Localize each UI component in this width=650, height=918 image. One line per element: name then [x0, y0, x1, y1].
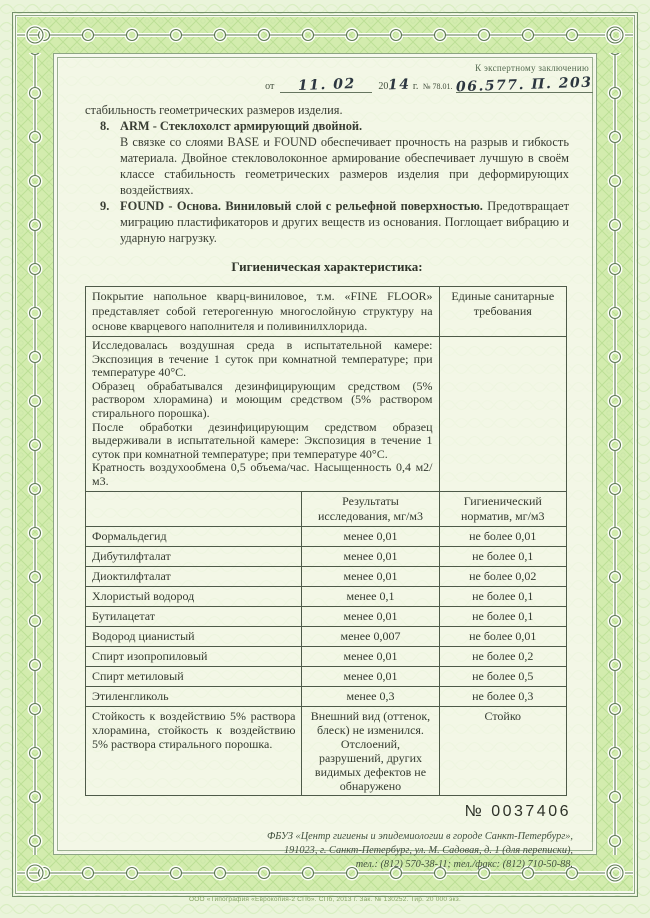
expert-conclusion-note: К экспертному заключению [475, 63, 589, 73]
substance-row [86, 546, 567, 566]
cell-norm: не более 0,01 [439, 626, 566, 646]
cell-substance: Спирт изопропиловый [86, 646, 302, 666]
method-paragraph: Исследовалась воздушная среда в испытательной камере: Экспозиция в течение 1 суток при комнатной температуре; при температуре 40°С. [92, 338, 433, 380]
cell-substance: Дибутилфталат [86, 546, 302, 566]
substance-row [86, 566, 567, 586]
cell-norm: не более 0,1 [439, 546, 566, 566]
issuer-footer [59, 830, 573, 872]
cell-norm: не более 0,1 [439, 586, 566, 606]
cell-norm: не более 0,01 [439, 526, 566, 546]
cell-substance: Формальдегид [86, 526, 302, 546]
handwritten-number: 06.577. П. 203 [456, 74, 594, 96]
list-number: 8. [100, 119, 110, 133]
printer-imprint: ООО «Типография «Еврокопия-2 СПб». СПб, 2013 г. Зак. № 130252. Тир. 20 000 экз. [189, 896, 461, 903]
substance-row [86, 586, 567, 606]
cell-result: менее 0,01 [302, 666, 439, 686]
table-header-row [86, 491, 567, 526]
cell-result: менее 0,01 [302, 526, 439, 546]
appearance-cell: Внешний вид (оттенок, блеск) не изменился. Отслоений, разрушений, других видимых дефектов не обнаружено [302, 706, 439, 795]
cell-substance: Диоктилфталат [86, 566, 302, 586]
requirements-cell: Единые санитарные требования [439, 287, 566, 337]
continuation-line: стабильность геометрических размеров изделия. [85, 103, 343, 117]
substance-row [86, 686, 567, 706]
date-underline [280, 75, 372, 95]
list-item-8 [85, 118, 569, 198]
description-text [85, 102, 569, 246]
date-number-line [59, 74, 594, 96]
document-content [59, 59, 595, 870]
cell-result: менее 0,01 [302, 606, 439, 626]
cell-result: менее 0,1 [302, 586, 439, 606]
cell-result: менее 0,01 [302, 546, 439, 566]
cell-substance: Спирт метиловый [86, 666, 302, 686]
layer-title: ARM - Стеклохолст армирующий двойной. [120, 119, 363, 133]
results-column-header: Результаты исследования, мг/м3 [302, 491, 439, 526]
cell-result: менее 0,3 [302, 686, 439, 706]
cell-substance: Водород цианистый [86, 626, 302, 646]
substance-row [86, 626, 567, 646]
cell-norm: не более 0,02 [439, 566, 566, 586]
cell-result: менее 0,01 [302, 566, 439, 586]
list-number: 9. [100, 199, 110, 213]
cell-substance: Бутилацетат [86, 606, 302, 626]
verdict-cell: Стойко [439, 706, 566, 795]
method-paragraph: Кратность воздухообмена 0,5 объема/час. Насыщенность 0,4 м2/м3. [92, 460, 433, 488]
empty-header-cell [86, 491, 302, 526]
serial-number: № 0037406 [464, 802, 571, 820]
footer-line: ФБУЗ «Центр гигиены и эпидемиологии в городе Санкт-Петербург», [267, 830, 573, 842]
date-prefix-label: от [265, 81, 275, 92]
list-item-9 [85, 198, 569, 246]
section-title: Гигиеническая характеристика: [231, 259, 423, 274]
method-cell [86, 337, 440, 492]
cell-substance: Этиленгликоль [86, 686, 302, 706]
substance-row [86, 606, 567, 626]
resistance-cell: Стойкость к воздействию 5% раствора хлорамина, стойкость к воздействию 5% раствора стирального порошка. [86, 706, 302, 795]
cell-result: менее 0,007 [302, 626, 439, 646]
handwritten-year: 14 [388, 76, 412, 94]
footer-line: тел.: (812) 570-38-11; тел./факс: (812) 710-50-88. [355, 858, 573, 870]
method-paragraph: Образец обрабатывался дезинфицирующим средством (5% раствором хлорамина) и моющим средством (5% раствором стирального порошка). [92, 378, 433, 420]
handwritten-date: 11. 02 [297, 75, 356, 95]
list-text [120, 198, 569, 246]
hygiene-table [85, 286, 567, 796]
cell-substance: Хлористый водород [86, 586, 302, 606]
cell-norm: не более 0,3 [439, 686, 566, 706]
cell-norm: не более 0,1 [439, 606, 566, 626]
year-suffix: г. [412, 81, 419, 92]
layer-title: FOUND - Основа. Виниловый слой с рельефной поверхностью. [120, 199, 483, 213]
table-row-final [86, 706, 567, 795]
layer-description: Предотвращает миграцию пластификаторов и других веществ из основания. Поглощает вибрацию и ударную нагрузку. [120, 199, 569, 245]
product-description-cell: Покрытие напольное кварц-виниловое, т.м. «FINE FLOOR» представляет собой гетерогенную многослойную структуру на основе кварцевого наполнителя и поливинилхлорида. [86, 287, 440, 337]
empty-cell [439, 337, 566, 492]
cell-result: менее 0,01 [302, 646, 439, 666]
list-text [120, 118, 569, 198]
cell-norm: не более 0,5 [439, 666, 566, 686]
year-prefix: 20 [378, 81, 389, 92]
intro-row [86, 287, 567, 337]
norm-column-header: Гигиенический норматив, мг/м3 [439, 491, 566, 526]
layer-description: В связке со слоями BASE и FOUND обеспечивает прочность на разрыв и гибкость материала. Двойное стекловолоконное армирование обеспечивает лучшую в своём классе стабильность геометрических размеров изделия при деформирующих воздействиях. [120, 135, 569, 197]
cell-norm: не более 0,2 [439, 646, 566, 666]
method-paragraph: После обработки дезинфицирующим средством образец выдерживали в испытательной камере: Экспозиция в течение 1 суток при комнатной температуре; при температуре 40°С. [92, 419, 433, 461]
substance-row [86, 646, 567, 666]
substance-row [86, 666, 567, 686]
substance-row [86, 526, 567, 546]
doc-number-label: № 78.01. [422, 82, 453, 91]
method-row [86, 337, 567, 492]
number-underline [456, 74, 594, 96]
footer-line: 191023, г. Санкт-Петербург, ул. М. Садовая, д. 1 (для переписки), [283, 844, 573, 856]
